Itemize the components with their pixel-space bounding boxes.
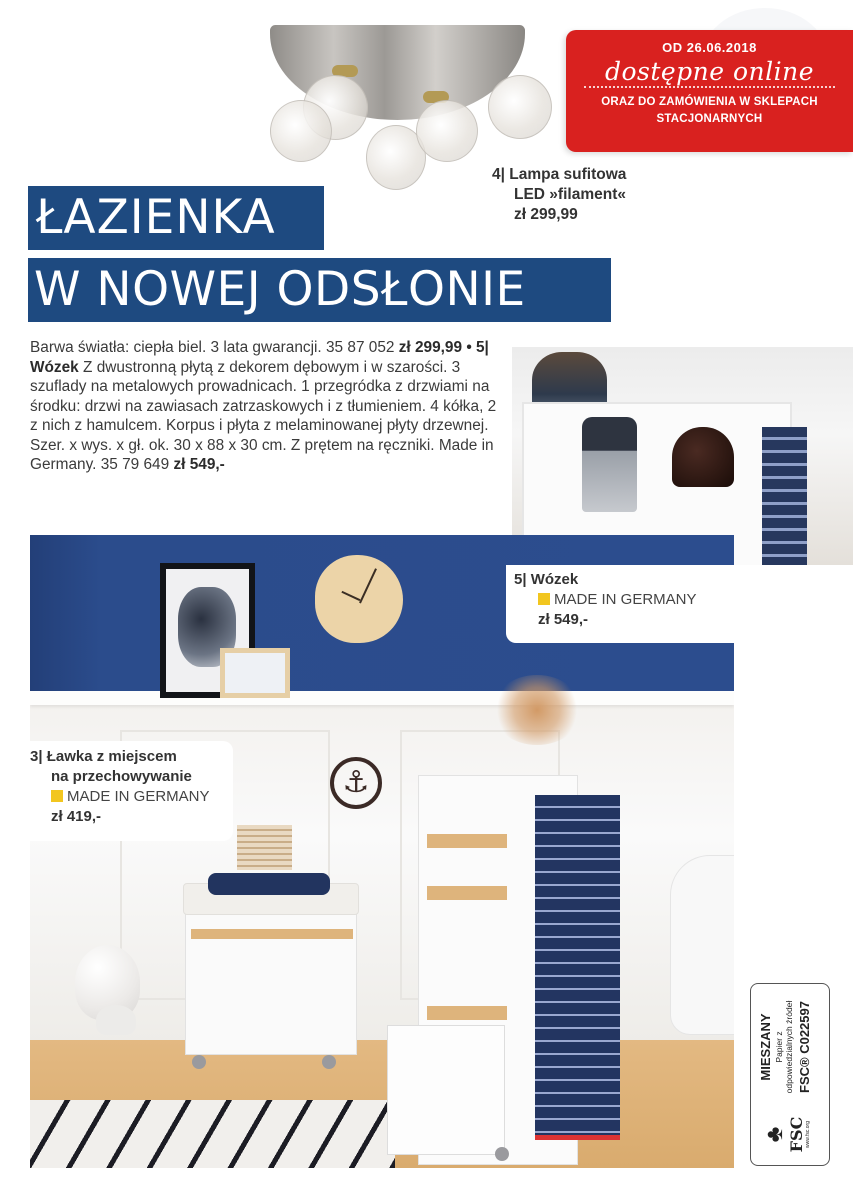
fsc-certification-label: ♣ FSC www.fsc.org MIESZANY Papier z odpowiedzialnych źródeł FSC® C022597 (750, 983, 830, 1166)
towel (762, 427, 807, 565)
lamp-bulb (270, 100, 332, 162)
badge-script: dostępne online (604, 57, 815, 86)
tissue-box (237, 825, 292, 870)
yellow-square-icon (538, 593, 550, 605)
folded-towel (208, 873, 330, 895)
page-title-line1: ŁAZIENKA (28, 186, 324, 250)
open-drawer (387, 1025, 505, 1155)
badge-date: OD 26.06.2018 (662, 40, 757, 55)
amber-bottle (672, 427, 734, 487)
lamp-bulb (416, 100, 478, 162)
soap-dispenser (582, 417, 637, 512)
lamp-bulb (488, 75, 552, 139)
cart-detail-photo (512, 347, 853, 565)
floor-lamp-base (96, 1005, 136, 1035)
wheel (192, 1055, 206, 1069)
storage-bench (185, 890, 357, 1055)
badge-divider (584, 86, 835, 88)
availability-badge (566, 30, 853, 152)
tree-icon: ♣ (761, 1126, 788, 1143)
wall-rail (30, 691, 734, 705)
wall-clock (315, 555, 403, 643)
wheel (322, 1055, 336, 1069)
coral-decor (492, 675, 582, 745)
product-3-title: 3| Ławka z miejscem na przechowywanie (30, 748, 192, 785)
product-3-caption (25, 741, 233, 841)
made-in-germany-badge: MADE IN GERMANY (30, 787, 233, 807)
striped-towel (535, 795, 620, 1140)
wheel (495, 1147, 509, 1161)
product-description: Barwa światła: ciepła biel. 3 lata gwarancji. 35 87 052 zł 299,99 • 5| Wózek Z dwustronną płytą z dekorem dębowym i w szarości. 3 szuflady na metalowych prowadnicach. 1 przegródka z drzwiami na środku: drzwi na zawiasach zatrzaskowych i z tłumieniem. 4 kółka, 2 z nich z hamulcem. Korpus i płyta z melaminowanej płyty drzewnej. Szer. x wys. x gł. ok. 30 x 88 x 30 cm. Z prętem na ręczniki. Made in Germany. 35 79 649 zł 549,- (30, 339, 497, 473)
product-5-price: zł 549,- (538, 611, 589, 628)
page-title-line2: W NOWEJ ODSŁONIE (28, 258, 611, 322)
made-in-germany-badge: MADE IN GERMANY (514, 590, 734, 610)
lamp-price: zł 299,99 (514, 206, 578, 223)
small-picture-frame (220, 648, 290, 698)
fsc-logo: ♣ FSC www.fsc.org (761, 1111, 821, 1159)
yellow-square-icon (51, 790, 63, 802)
lamp-caption: 4| Lampa sufitowa LED »filament« zł 299,99 (492, 166, 627, 223)
striped-rug (30, 1100, 395, 1168)
product-5-caption (506, 565, 734, 643)
anchor-icon: ⚓ (330, 757, 382, 809)
bathtub (670, 855, 734, 1035)
product-3-price: zł 419,- (51, 808, 102, 825)
badge-subtext: ORAZ DO ZAMÓWIENIA W SKLEPACH STACJONARNYCH (601, 96, 818, 125)
product-5-title: 5| Wózek (514, 571, 579, 588)
